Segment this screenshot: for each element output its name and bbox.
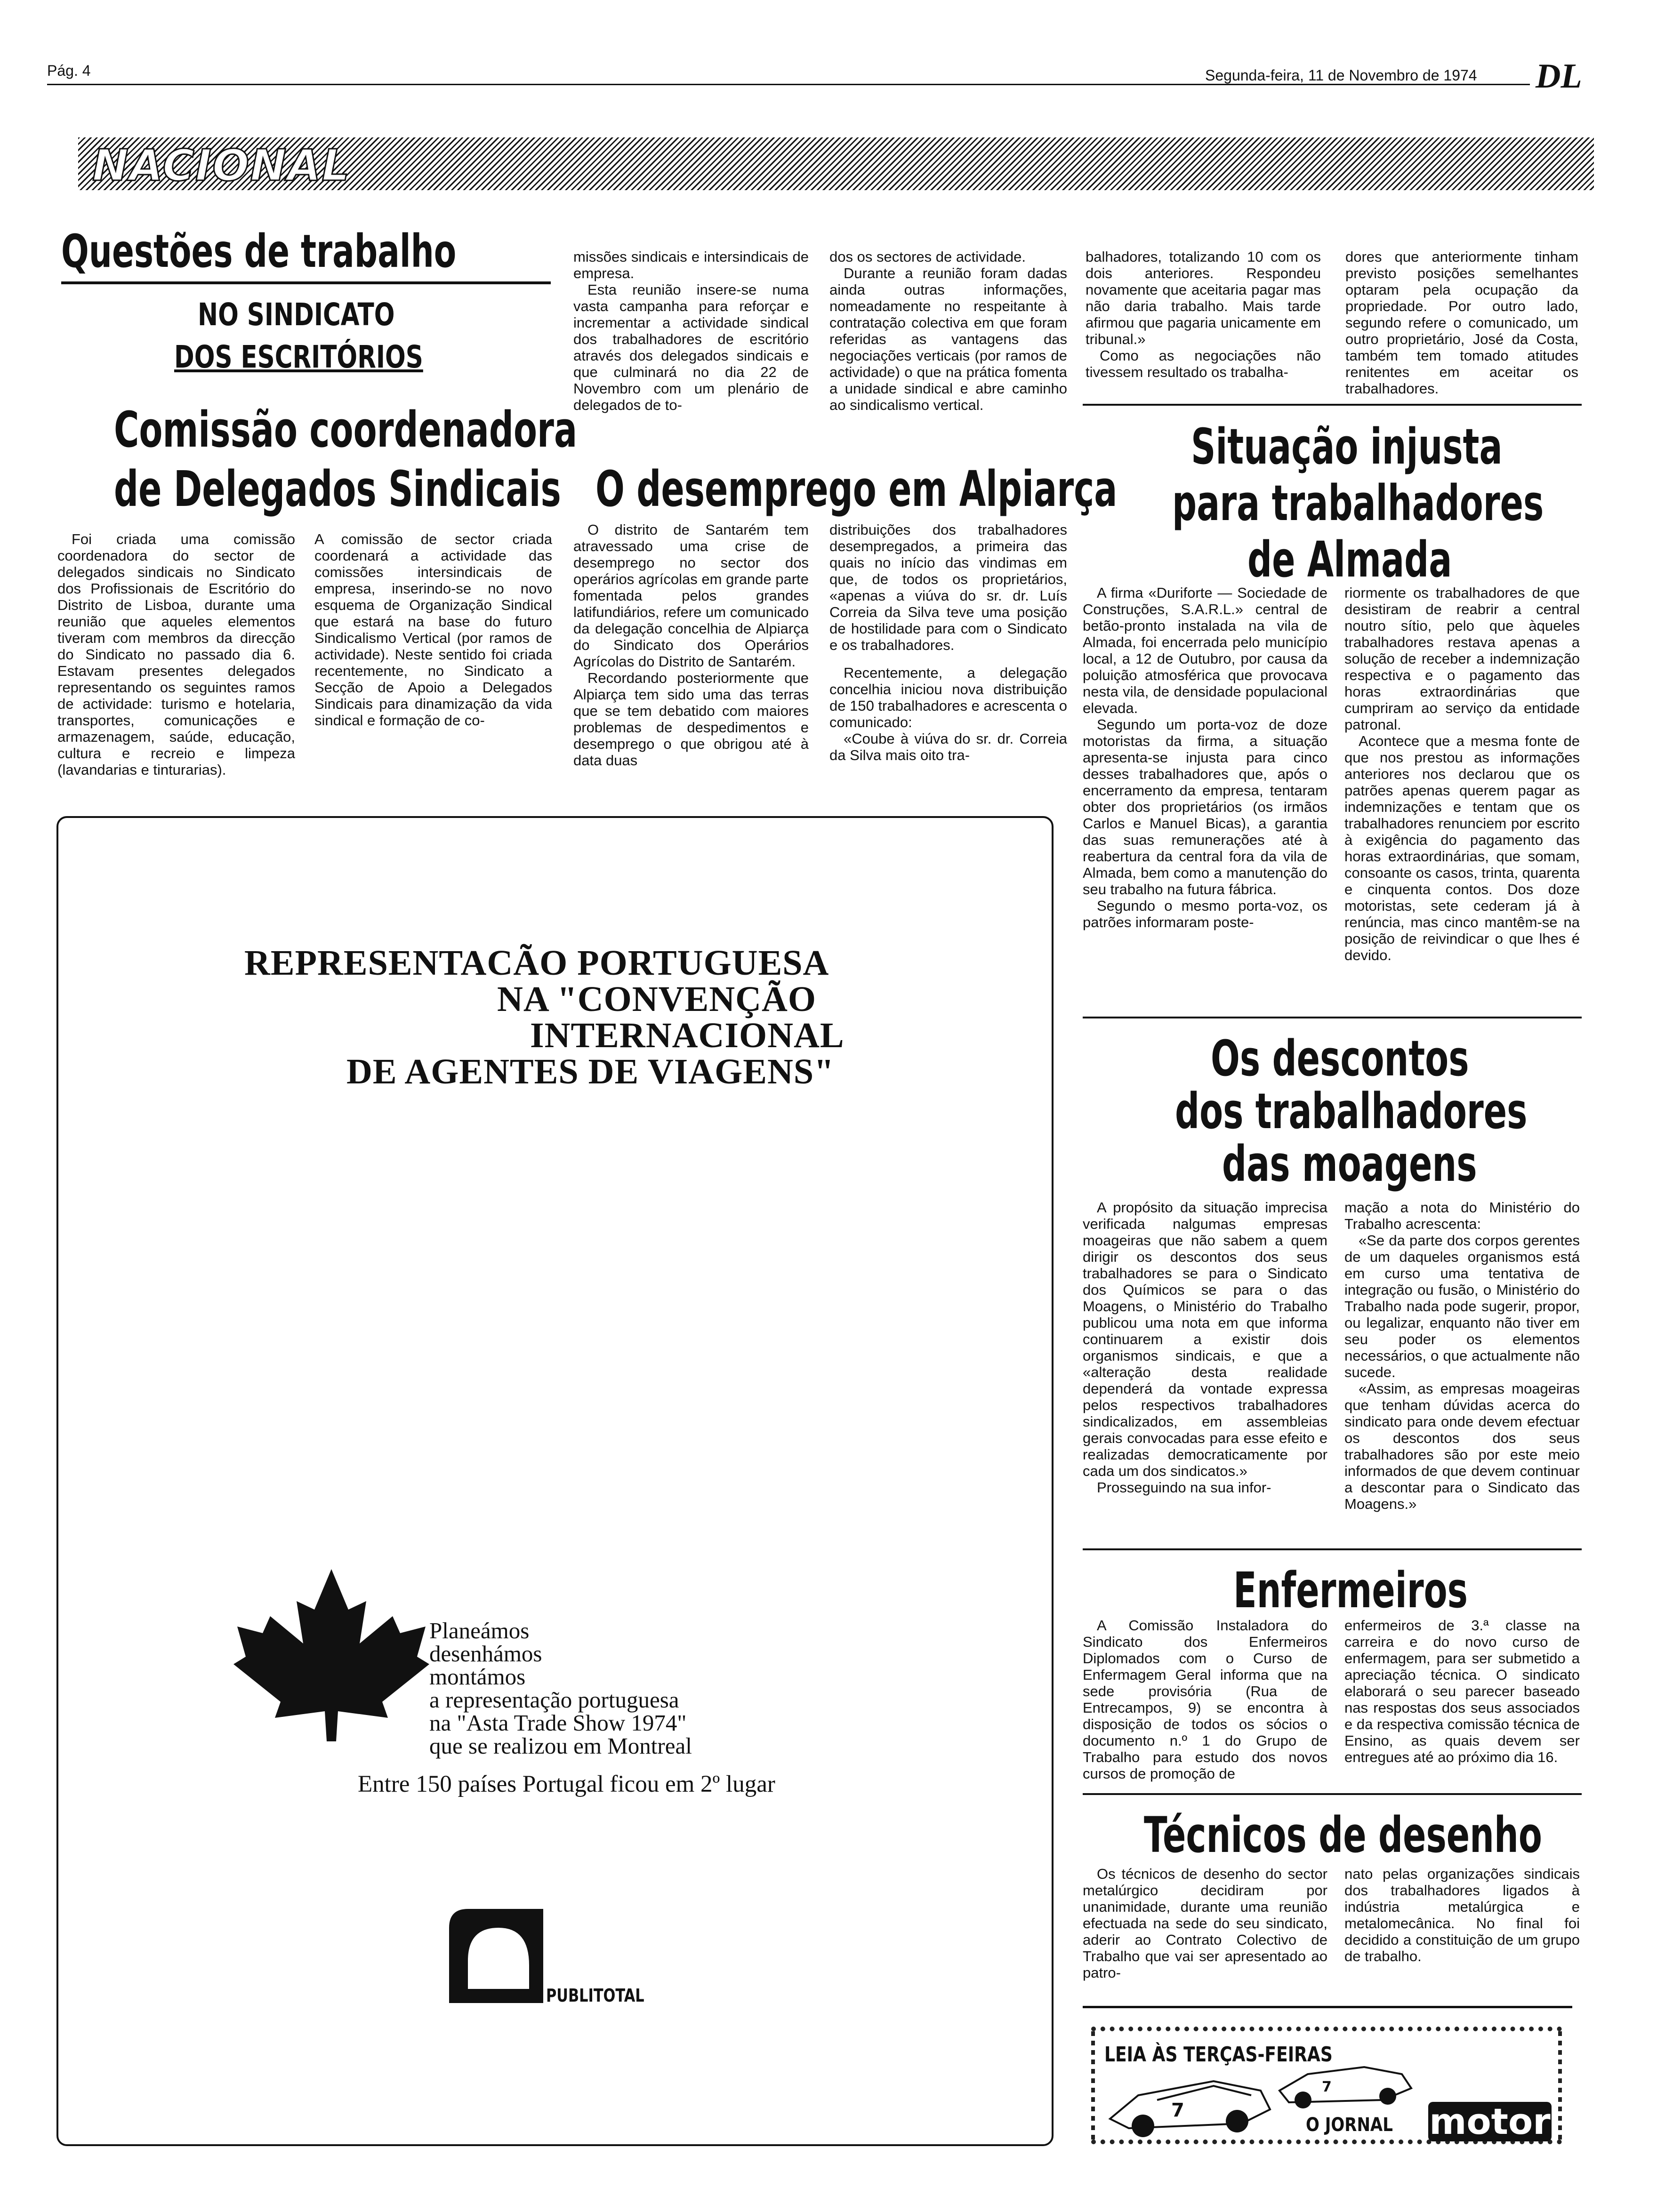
headline-desenho: Técnicos de desenho [1144, 1806, 1542, 1864]
headline-moagens-3: das moagens [1222, 1135, 1477, 1193]
paragraph: Foi criada uma comissão coordenadora do sector de delegados sindicais no Sindicato dos Profissionais de Escritório do Distrito de Lisboa, durante uma reunião que aqueles elementos tiveram com membros da direcção do Sindicato no passado dia 6. Estavam presentes delegados representando os seguintes ramos de actividade: turismo e hotelaria, transportes, comunicações e armazenagem, saúde, educação, cultura e recreio e limpeza (lavandarias e tinturarias). [57, 531, 295, 778]
paragraph: Recentemente, a delegação concelhia iniciou nova distribuição de 150 trabalhadores e acrescenta o comunicado: [829, 665, 1067, 730]
ad-body-line-6: que se realizou em Montreal [429, 1733, 692, 1759]
ad-body-line-2: desenhámos [429, 1641, 542, 1667]
headline-moagens-1: Os descontos [1211, 1030, 1469, 1087]
publitotal-ad [56, 816, 1054, 2146]
headline-comissao-2: de Delegados Sindicais [114, 460, 561, 518]
questoes-col-1 [57, 531, 295, 778]
issue-date: Segunda-feira, 11 de Novembro de 1974 [1205, 67, 1477, 84]
paragraph: Acontece que a mesma fonte de que nos prestou as informações anteriores nos declarou que os patrões apenas querem pagar as indemnizações e tentam que os trabalhadores renunciem por escrito à exigência do pagamento das horas extraordinárias, que somam, consoante os casos, trinta, quarenta e cinquenta contos. Dos doze motoristas, sete cederam já à renúncia, mas cinco mantêm-se na posição de reivindicar o que lhes é devido. [1344, 733, 1580, 963]
paragraph: missões sindicais e intersindicais de empresa. [573, 248, 809, 281]
paragraph: distribuições dos trabalhadores desempregados, a primeira das quais no início das vindimas em que, de todos os proprietários, «apenas a viúva do sr. dr. Luís Correia da Silva teve uma posição de hostilidade para com o Sindicato e os trabalhadores. [829, 521, 1067, 653]
ad-title-line-1: REPRESENTACÃO PORTUGUESA [244, 943, 829, 983]
paragraph: dos os sectores de actividade. [829, 248, 1026, 265]
desenho-col-1 [1083, 1866, 1327, 1981]
headline-almada-3: de Almada [1247, 531, 1452, 588]
alpiarca-col-2 [829, 521, 1067, 763]
motor-left-border [1091, 2031, 1095, 2140]
headline-alpiarca: O desemprego em Alpiarça [595, 460, 1118, 518]
alpiarca-col-3 [1086, 248, 1321, 380]
paragraph: A Comissão Instaladora do Sindicato dos Enfermeiros Diplomados com o Curso de Enfermagem Geral informa que na sede provisória (Rua de Entrecampos, 9) se encontra à disposição de todos os sócios o documento n.º 1 do Grupo de Trabalho para estudo dos novos cursos de promoção de [1083, 1617, 1327, 1782]
motor-right-border [1558, 2031, 1562, 2140]
desenho-top-rule [1083, 1793, 1582, 1795]
kicker-rule [61, 281, 551, 284]
subhead-sindicato-1: NO SINDICATO [198, 297, 395, 333]
paragraph: dores que anteriormente tinham previsto posições semelhantes optaram pela ocupação da propriedade. Por outro lado, segundo refere o comunicado, um outro proprietário, José da Costa, também tem tomado atitudes renitentes em aceitar os trabalhadores. [1345, 248, 1578, 397]
desenho-col-2 [1344, 1866, 1580, 1964]
kicker-questoes: Questões de trabalho [61, 225, 457, 278]
paragraph: A firma «Duriforte — Sociedade de Construções, S.A.R.L.» central de betão-pronto instalada na vila de Almada, foi encerrada pelo município local, a 12 de Outubro, por causa da poluição atmosférica que provocava nesta vila, de densidade populacional elevada. [1083, 585, 1327, 716]
almada-col-1 [1083, 585, 1327, 930]
paragraph: riormente os trabalhadores de que desistiram de reabrir a central noutro sítio, pelo que àqueles trabalhadores restava apenas a solução de receber a indemnização respectiva e o pagamento das horas extraordinárias que cumpriram ao serviço da entidade patronal. [1344, 585, 1580, 733]
paragraph: Durante a reunião foram dadas ainda outras informações, nomeadamente no respeitante à contratação colectiva em que foram referidas as vantagens das negociações verticais (por ramos de actividade) o que na prática fomenta a unidade sindical e abre caminho ao sindicalismo vertical. [829, 265, 1067, 413]
maple-leaf-icon [233, 1564, 430, 1743]
alpiarca-col-1 [573, 521, 809, 769]
ad-body-line-4: a representação portuguesa [429, 1687, 679, 1713]
questoes-col-3 [573, 248, 809, 413]
paragraph: Recordando posteriormente que Alpiarça tem sido uma das terras que se tem debatido com maiores problemas de despedimentos e desemprego o que obrigou até à data duas [573, 670, 809, 769]
headline-comissao-1: Comissão coordenadora [114, 401, 578, 458]
paragraph: «Coube à viúva do sr. dr. Correia da Silva mais oito tra- [829, 730, 1067, 763]
paragraph: «Se da parte dos corpos gerentes de um daqueles organismos está em curso uma tentativa de integração ou fusão, o Ministério do Trabalho nada pode sugerir, propor, ou legalizar, enquanto não tiver em seu poder os elementos necessários, o que actualmente não sucede. [1344, 1232, 1580, 1380]
subhead-sindicato-2: DOS ESCRITÓRIOS [174, 339, 423, 375]
ad-title-line-4: DE AGENTES DE VIAGENS" [346, 1052, 835, 1091]
ad-title-line-3: INTERNACIONAL [530, 1016, 845, 1055]
ad-title-line-2: NA "CONVENÇÃO [497, 979, 816, 1019]
paragraph: Esta reunião insere-se numa vasta campanha para reforçar e incrementar a actividade sindical dos trabalhadores de escritório através dos delegados sindicais e que culminará no dia 22 de Novembro com um plenário de delegados de to- [573, 281, 809, 413]
motor-top-rule [1083, 2006, 1572, 2008]
page-number: Pág. 4 [47, 62, 91, 79]
svg-text:7: 7 [1171, 2100, 1184, 2121]
ad-body-line-5: na "Asta Trade Show 1974" [429, 1710, 687, 1736]
paragraph: Como as negociações não tivessem resultado os trabalha- [1086, 347, 1321, 380]
moagens-col-2 [1344, 1199, 1580, 1512]
questoes-col-2 [314, 531, 552, 729]
paragraph: O distrito de Santarém tem atravessado uma crise de desemprego no sector dos operários agrícolas em grande parte fomentada pelos grandes latifundiários, refere um comunicado da delegação concelhia de Alpiarça do Sindicato dos Operários Agrícolas do Distrito de Santarém. [573, 521, 809, 670]
paragraph: enfermeiros de 3.ª classe na carreira e do novo curso de enfermagem, para ser submetido a apreciação técnica. O sindicato elaborará o seu parecer baseado nas respostas dos seus associados e da respectiva comissão técnica de Ensino, as quais devem ser entregues até ao próximo dia 16. [1344, 1617, 1580, 1765]
headline-almada-1: Situação injusta [1191, 418, 1503, 475]
publitotal-logo-icon [449, 1909, 543, 2003]
almada-col-2 [1344, 585, 1580, 963]
headline-enfermeiros: Enfermeiros [1233, 1562, 1468, 1619]
paragraph: Prosseguindo na sua infor- [1097, 1479, 1271, 1496]
paragraph: Os técnicos de desenho do sector metalúrgico decidiram por unanimidade, durante uma reunião efectuada na sede do seu sindicato, aderir ao Contrato Colectivo de Trabalho que vai ser apresentado ao patro- [1083, 1866, 1327, 1981]
paragraph: «Assim, as empresas moageiras que tenham dúvidas acerca do sindicato para onde devem efectuar os descontos dos seus trabalhadores são por este meio informados de que devem continuar a descontar para o Sindicato das Moagens.» [1344, 1380, 1580, 1512]
enfermeiros-top-rule [1083, 1548, 1582, 1550]
svg-text:7: 7 [1322, 2079, 1332, 2095]
enfermeiros-col-1 [1083, 1617, 1327, 1782]
publitotal-brand: PUBLITOTAL [546, 1985, 644, 2006]
questoes-col-4 [829, 248, 1067, 413]
paragraph: nato pelas organizações sindicais dos trabalhadores ligados à indústria metalúrgica e metalomecânica. No final foi decidido a constituição de um grupo de trabalho. [1344, 1866, 1580, 1964]
paragraph: Segundo um porta-voz de doze motoristas da firma, a situação apresenta-se injusta para cinco desses trabalhadores que, após o encerramento da empresa, tentaram obter dos proprietários (os irmãos Carlos e Manuel Bicas), a garantia das suas remunerações até à reabertura da central fora da vila de Almada, bem como a manutenção do seu trabalho na futura fábrica. [1083, 716, 1327, 898]
moagens-top-rule [1083, 1017, 1582, 1018]
headline-moagens-2: dos trabalhadores [1175, 1082, 1528, 1140]
section-banner-label: NACIONAL [92, 140, 351, 191]
paragraph: balhadores, totalizando 10 com os dois anteriores. Respondeu novamente que aceitaria pagar mas não daria trabalho. Mais tarde afirmou que pagaria unicamente em tribunal.» [1086, 248, 1321, 347]
enfermeiros-col-2 [1344, 1617, 1580, 1765]
motor-ad [1091, 2027, 1562, 2144]
newspaper-logo: DL [1536, 57, 1582, 96]
motor-brand: motor [1428, 2102, 1552, 2141]
ad-ranking: Entre 150 países Portugal ficou em 2º lugar [358, 1771, 775, 1797]
paragraph: A comissão de sector criada coordenará a actividade das comissões intersindicais de empresa, inserindo-se no novo esquema de Organização Sindical que estará na base do futuro Sindicalismo Vertical (por ramos de actividade). Neste sentido foi criada recentemente, no Sindicato a Secção de Apoio a Delegados Sindicais para dinamização da vida sindical e formação de co- [314, 531, 552, 729]
paragraph: Segundo o mesmo porta-voz, os patrões informaram poste- [1083, 898, 1327, 930]
motor-tagline: LEIA ÀS TERÇAS-FEIRAS [1104, 2043, 1333, 2067]
alpiarca-col-4 [1345, 248, 1578, 397]
ad-body-line-3: montámos [429, 1664, 526, 1690]
paragraph: A propósito da situação imprecisa verificada nalgumas empresas moageiras que não sabem a quem dirigir os descontos dos seus trabalhadores se para o Sindicato dos Químicos se para o das Moagens, o Ministério do Trabalho publicou uma nota em que informa continuarem a existir dois organismos sindicais, e que a «alteração desta realidade dependerá da vontade expressa pelos respectivos trabalhadores sindicalizados, em assembleias gerais convocadas para esse efeito e realizadas democraticamente por cada um dos sindicatos.» [1083, 1199, 1327, 1479]
moagens-col-1 [1083, 1199, 1327, 1496]
ad-body-line-1: Planeámos [429, 1618, 530, 1643]
almada-top-rule [1083, 404, 1582, 406]
headline-almada-2: para trabalhadores [1172, 474, 1544, 532]
paragraph: mação a nota do Ministério do Trabalho acrescenta: [1344, 1199, 1580, 1232]
motor-jornal: O JORNAL [1306, 2114, 1393, 2136]
